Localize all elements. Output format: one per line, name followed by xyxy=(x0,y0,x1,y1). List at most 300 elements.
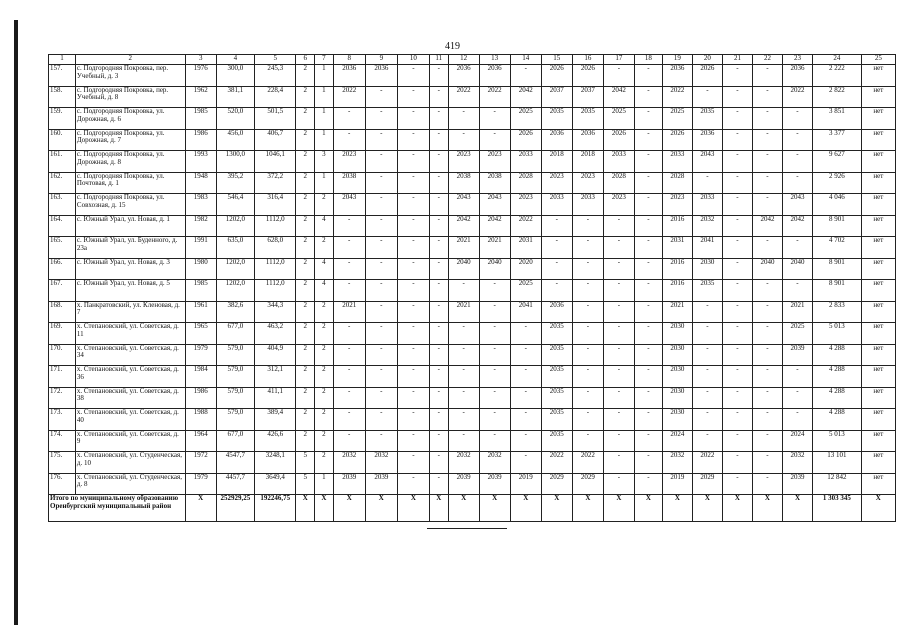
table-cell: 2036 xyxy=(541,129,572,151)
table-cell: 1112,0 xyxy=(255,215,296,237)
table-cell: - xyxy=(782,172,812,194)
table-cell: 2042 xyxy=(479,215,510,237)
table-cell: - xyxy=(722,473,752,495)
table-cell: 2032 xyxy=(662,452,692,474)
table-cell: 635,0 xyxy=(216,237,254,259)
table-cell: - xyxy=(429,65,448,87)
table-cell: 170. xyxy=(49,344,76,366)
table-cell: - xyxy=(479,301,510,323)
table-cell: 300,0 xyxy=(216,65,254,87)
table-cell: - xyxy=(479,108,510,130)
table-cell: 2038 xyxy=(479,172,510,194)
address-cell: с. Южный Урал, ул. Новая, д. 5 xyxy=(75,280,185,302)
table-cell: 389,4 xyxy=(255,409,296,431)
table-cell: - xyxy=(429,258,448,280)
table-cell: - xyxy=(752,86,782,108)
table-cell: - xyxy=(752,323,782,345)
table-cell: нет xyxy=(861,194,895,216)
table-cell: 2016 xyxy=(662,258,692,280)
total-cell: 252929,25 xyxy=(216,495,254,522)
table-cell: 157. xyxy=(49,65,76,87)
table-cell: 1961 xyxy=(185,301,216,323)
table-cell: - xyxy=(448,344,479,366)
table-cell: 3248,1 xyxy=(255,452,296,474)
table-cell: 2038 xyxy=(333,172,365,194)
table-cell: 5 013 xyxy=(812,430,861,452)
table-cell: нет xyxy=(861,430,895,452)
table-cell: 677,0 xyxy=(216,323,254,345)
table-cell: - xyxy=(365,215,397,237)
table-cell: 2037 xyxy=(572,86,603,108)
total-label: Итого по муниципальному образованию Оренбургский муниципальный район xyxy=(49,495,186,522)
table-cell: - xyxy=(782,151,812,173)
table-cell: 1112,0 xyxy=(255,280,296,302)
table-cell: 2036 xyxy=(448,65,479,87)
table-cell: 2029 xyxy=(692,473,722,495)
total-cell: X xyxy=(510,495,541,522)
table-cell: - xyxy=(397,237,429,259)
table-cell: - xyxy=(448,108,479,130)
table-cell: 2026 xyxy=(541,65,572,87)
table-cell: - xyxy=(752,172,782,194)
table-cell: - xyxy=(782,280,812,302)
table-cell: - xyxy=(692,172,722,194)
table-cell: 2028 xyxy=(662,172,692,194)
total-cell: X xyxy=(397,495,429,522)
table-cell: 168. xyxy=(49,301,76,323)
table-cell: 2019 xyxy=(510,473,541,495)
table-cell: - xyxy=(429,323,448,345)
table-cell: 2024 xyxy=(782,430,812,452)
table-cell: 162. xyxy=(49,172,76,194)
table-cell: 2039 xyxy=(479,473,510,495)
table-cell: 2040 xyxy=(782,258,812,280)
table-cell: 404,9 xyxy=(255,344,296,366)
column-header-20: 20 xyxy=(692,55,722,65)
table-cell: 426,6 xyxy=(255,430,296,452)
column-header-10: 10 xyxy=(397,55,429,65)
table-cell: - xyxy=(479,430,510,452)
table-cell: - xyxy=(333,430,365,452)
address-cell: х. Степановский, ул. Советская, д. 9 xyxy=(75,430,185,452)
table-cell: 2 xyxy=(296,280,315,302)
table-cell: 2025 xyxy=(510,280,541,302)
table-cell: - xyxy=(634,108,662,130)
address-cell: х. Степановский, ул. Студенческая, д. 8 xyxy=(75,473,185,495)
total-cell: X xyxy=(752,495,782,522)
table-cell: 161. xyxy=(49,151,76,173)
table-cell: - xyxy=(397,409,429,431)
table-cell: - xyxy=(429,194,448,216)
table-cell: 2 xyxy=(296,151,315,173)
table-cell: - xyxy=(365,301,397,323)
table-cell: - xyxy=(397,172,429,194)
table-cell: 2031 xyxy=(510,237,541,259)
table-cell: - xyxy=(397,86,429,108)
table-cell: - xyxy=(429,215,448,237)
table-cell: 2039 xyxy=(365,473,397,495)
table-cell: - xyxy=(429,108,448,130)
table-cell: 2040 xyxy=(752,258,782,280)
table-cell: 2025 xyxy=(603,108,634,130)
table-cell: 2021 xyxy=(782,301,812,323)
table-cell: 160. xyxy=(49,129,76,151)
table-cell: - xyxy=(572,280,603,302)
table-cell: - xyxy=(634,473,662,495)
table-cell: 2 xyxy=(315,430,334,452)
total-cell: X xyxy=(782,495,812,522)
table-cell: - xyxy=(692,86,722,108)
total-cell: X xyxy=(479,495,510,522)
table-cell: 2023 xyxy=(603,194,634,216)
table-cell: - xyxy=(603,237,634,259)
table-cell: 2 xyxy=(296,409,315,431)
table-cell: - xyxy=(429,237,448,259)
table-cell: - xyxy=(692,323,722,345)
table-cell: 1991 xyxy=(185,237,216,259)
table-cell: - xyxy=(752,194,782,216)
table-cell: - xyxy=(365,258,397,280)
table-cell: 1984 xyxy=(185,366,216,388)
table-cell: 2026 xyxy=(510,129,541,151)
table-cell: - xyxy=(479,409,510,431)
table-cell: - xyxy=(397,323,429,345)
table-cell: - xyxy=(510,323,541,345)
table-cell: - xyxy=(365,237,397,259)
table-cell: 2 xyxy=(315,366,334,388)
table-cell: - xyxy=(572,323,603,345)
table-cell: 1964 xyxy=(185,430,216,452)
table-cell: 2021 xyxy=(448,237,479,259)
table-cell: - xyxy=(333,215,365,237)
table-cell: - xyxy=(397,65,429,87)
table-cell: - xyxy=(479,366,510,388)
table-cell: - xyxy=(722,172,752,194)
table-cell: - xyxy=(365,172,397,194)
total-cell: X xyxy=(365,495,397,522)
table-cell: 4547,7 xyxy=(216,452,254,474)
column-header-2: 2 xyxy=(75,55,185,65)
table-cell: нет xyxy=(861,151,895,173)
table-cell: 2 xyxy=(315,452,334,474)
table-row xyxy=(49,430,896,452)
table-row xyxy=(49,151,896,173)
table-cell: 2033 xyxy=(510,151,541,173)
table-cell: - xyxy=(333,280,365,302)
table-cell: 8 901 xyxy=(812,280,861,302)
table-cell: - xyxy=(634,129,662,151)
table-cell: 2023 xyxy=(333,151,365,173)
housing-registry-table xyxy=(48,54,896,522)
table-cell: - xyxy=(722,86,752,108)
column-header-19: 19 xyxy=(662,55,692,65)
table-cell: - xyxy=(722,452,752,474)
table-cell: 406,7 xyxy=(255,129,296,151)
table-cell: - xyxy=(692,301,722,323)
table-cell: 1982 xyxy=(185,215,216,237)
column-header-17: 17 xyxy=(603,55,634,65)
table-cell: 3 851 xyxy=(812,108,861,130)
table-cell: - xyxy=(634,430,662,452)
table-cell: 2035 xyxy=(541,430,572,452)
table-cell: 1046,1 xyxy=(255,151,296,173)
table-cell: - xyxy=(333,344,365,366)
table-cell: - xyxy=(572,301,603,323)
table-cell: - xyxy=(365,151,397,173)
table-cell: - xyxy=(752,108,782,130)
table-cell: 2030 xyxy=(662,387,692,409)
address-cell: с. Подгородняя Покровка, пер. Учебный, д. 3 xyxy=(75,65,185,87)
table-cell: 173. xyxy=(49,409,76,431)
table-cell: - xyxy=(397,387,429,409)
table-cell: - xyxy=(603,280,634,302)
table-cell: 2025 xyxy=(662,108,692,130)
table-cell: - xyxy=(752,280,782,302)
column-header-22: 22 xyxy=(752,55,782,65)
table-cell: 4 288 xyxy=(812,387,861,409)
table-cell: 2036 xyxy=(479,65,510,87)
table-cell: 1300,0 xyxy=(216,151,254,173)
table-cell: - xyxy=(510,387,541,409)
table-cell: - xyxy=(692,387,722,409)
table-cell: 2042 xyxy=(603,86,634,108)
table-cell: - xyxy=(572,409,603,431)
table-cell: - xyxy=(397,344,429,366)
table-cell: 2031 xyxy=(662,237,692,259)
table-cell: 2035 xyxy=(692,280,722,302)
table-cell: - xyxy=(541,280,572,302)
table-cell: 1112,0 xyxy=(255,258,296,280)
table-cell: - xyxy=(752,452,782,474)
table-cell: 2022 xyxy=(333,86,365,108)
table-cell: - xyxy=(692,344,722,366)
table-cell: - xyxy=(541,258,572,280)
address-cell: х. Степановский, ул. Советская, д. 40 xyxy=(75,409,185,431)
table-cell: 1202,0 xyxy=(216,258,254,280)
table-cell: 2037 xyxy=(541,86,572,108)
table-cell: 2 xyxy=(315,194,334,216)
column-header-21: 21 xyxy=(722,55,752,65)
table-row xyxy=(49,129,896,151)
total-cell: X xyxy=(572,495,603,522)
table-cell: - xyxy=(397,366,429,388)
table-cell: 2022 xyxy=(782,86,812,108)
table-cell: 2021 xyxy=(662,301,692,323)
table-cell: 1988 xyxy=(185,409,216,431)
table-cell: 411,1 xyxy=(255,387,296,409)
table-cell: 2022 xyxy=(572,452,603,474)
table-cell: - xyxy=(634,215,662,237)
table-cell: нет xyxy=(861,65,895,87)
table-cell: 3 377 xyxy=(812,129,861,151)
table-cell: - xyxy=(510,65,541,87)
address-cell: с. Южный Урал, ул. Буденного, д. 23а xyxy=(75,237,185,259)
table-cell: - xyxy=(603,323,634,345)
table-cell: - xyxy=(365,108,397,130)
table-cell: 3649,4 xyxy=(255,473,296,495)
table-cell: 316,4 xyxy=(255,194,296,216)
table-cell: 2032 xyxy=(365,452,397,474)
address-cell: х. Степановский, ул. Советская, д. 34 xyxy=(75,344,185,366)
table-cell: 2020 xyxy=(510,258,541,280)
table-cell: 2043 xyxy=(782,194,812,216)
table-cell: 2041 xyxy=(692,237,722,259)
table-cell: - xyxy=(782,237,812,259)
table-cell: 2 xyxy=(296,215,315,237)
table-cell: - xyxy=(397,473,429,495)
table-cell: нет xyxy=(861,172,895,194)
table-cell: 2016 xyxy=(662,280,692,302)
table-cell: - xyxy=(752,151,782,173)
table-cell: нет xyxy=(861,409,895,431)
table-cell: 2035 xyxy=(541,344,572,366)
table-cell: - xyxy=(722,430,752,452)
table-cell: 1965 xyxy=(185,323,216,345)
table-cell: 1976 xyxy=(185,65,216,87)
table-row xyxy=(49,409,896,431)
table-cell: 4 702 xyxy=(812,237,861,259)
table-cell: 9 627 xyxy=(812,151,861,173)
table-cell: 2036 xyxy=(572,129,603,151)
table-cell: 159. xyxy=(49,108,76,130)
table-cell: - xyxy=(752,344,782,366)
table-cell: 4 288 xyxy=(812,344,861,366)
table-cell: 169. xyxy=(49,323,76,345)
table-cell: - xyxy=(634,86,662,108)
table-cell: - xyxy=(448,129,479,151)
table-cell: 2 926 xyxy=(812,172,861,194)
table-cell: - xyxy=(479,344,510,366)
address-cell: с. Подгородняя Покровка, ул. Дорожная, д. 7 xyxy=(75,129,185,151)
table-cell: - xyxy=(397,452,429,474)
table-cell: - xyxy=(634,452,662,474)
table-cell: 2038 xyxy=(448,172,479,194)
table-cell: - xyxy=(397,108,429,130)
table-cell: 1 xyxy=(315,172,334,194)
table-cell: - xyxy=(572,344,603,366)
column-header-9: 9 xyxy=(365,55,397,65)
total-cell: X xyxy=(541,495,572,522)
table-row xyxy=(49,366,896,388)
table-cell: 2 xyxy=(296,301,315,323)
table-cell: 1985 xyxy=(185,280,216,302)
table-cell: 2023 xyxy=(572,172,603,194)
table-cell: - xyxy=(448,323,479,345)
address-cell: х. Степановский, ул. Советская, д. 36 xyxy=(75,366,185,388)
table-cell: 2036 xyxy=(365,65,397,87)
table-cell: 4 288 xyxy=(812,366,861,388)
table-cell: - xyxy=(634,237,662,259)
table-cell: нет xyxy=(861,323,895,345)
table-cell: - xyxy=(429,366,448,388)
table-cell: 2035 xyxy=(541,409,572,431)
table-cell: - xyxy=(782,409,812,431)
table-cell: - xyxy=(429,473,448,495)
table-cell: - xyxy=(365,387,397,409)
table-cell: 176. xyxy=(49,473,76,495)
table-cell: 2043 xyxy=(479,194,510,216)
table-cell: - xyxy=(510,366,541,388)
table-cell: 167. xyxy=(49,280,76,302)
table-cell: - xyxy=(365,430,397,452)
table-cell: 579,0 xyxy=(216,409,254,431)
column-header-4: 4 xyxy=(216,55,254,65)
table-cell: 2035 xyxy=(541,387,572,409)
column-header-6: 6 xyxy=(296,55,315,65)
table-cell: 2 xyxy=(296,430,315,452)
column-number-row xyxy=(49,55,896,65)
table-cell: 4 xyxy=(315,215,334,237)
table-cell: 175. xyxy=(49,452,76,474)
table-row xyxy=(49,194,896,216)
table-cell: 2040 xyxy=(479,258,510,280)
table-cell: - xyxy=(603,452,634,474)
column-header-7: 7 xyxy=(315,55,334,65)
table-cell: - xyxy=(333,387,365,409)
table-cell: нет xyxy=(861,280,895,302)
table-row xyxy=(49,344,896,366)
table-cell: 2035 xyxy=(572,108,603,130)
table-row xyxy=(49,473,896,495)
table-cell: - xyxy=(722,215,752,237)
total-cell: X xyxy=(861,495,895,522)
table-cell: - xyxy=(333,129,365,151)
address-cell: х. Степановский, ул. Советская, д. 38 xyxy=(75,387,185,409)
table-row xyxy=(49,108,896,130)
table-cell: нет xyxy=(861,366,895,388)
table-cell: - xyxy=(634,151,662,173)
table-cell: 501,5 xyxy=(255,108,296,130)
table-cell: - xyxy=(634,323,662,345)
table-cell: 2036 xyxy=(541,301,572,323)
table-cell: 5 013 xyxy=(812,323,861,345)
address-cell: с. Южный Урал, ул. Новая, д. 3 xyxy=(75,258,185,280)
table-cell: - xyxy=(510,344,541,366)
table-cell: - xyxy=(365,129,397,151)
column-header-16: 16 xyxy=(572,55,603,65)
table-cell: нет xyxy=(861,215,895,237)
table-row xyxy=(49,452,896,474)
table-cell: - xyxy=(479,323,510,345)
table-cell: - xyxy=(333,323,365,345)
table-cell: - xyxy=(429,452,448,474)
page-number: 419 xyxy=(445,41,460,52)
table-cell: 2023 xyxy=(541,172,572,194)
table-cell: - xyxy=(752,129,782,151)
table-cell: 164. xyxy=(49,215,76,237)
table-cell: 1202,0 xyxy=(216,215,254,237)
table-cell: 2018 xyxy=(541,151,572,173)
table-cell: 2 833 xyxy=(812,301,861,323)
table-cell: - xyxy=(479,387,510,409)
table-cell: - xyxy=(752,237,782,259)
table-cell: - xyxy=(722,108,752,130)
table-cell: 2 xyxy=(296,323,315,345)
column-header-24: 24 xyxy=(812,55,861,65)
column-header-11: 11 xyxy=(429,55,448,65)
table-cell: 2022 xyxy=(510,215,541,237)
table-cell: 463,2 xyxy=(255,323,296,345)
table-cell: 5 xyxy=(296,473,315,495)
table-cell: - xyxy=(541,237,572,259)
table-cell: 4 xyxy=(315,258,334,280)
table-cell: 2035 xyxy=(541,366,572,388)
table-row xyxy=(49,172,896,194)
table-cell: 2024 xyxy=(662,430,692,452)
table-cell: 1993 xyxy=(185,151,216,173)
table-cell: 579,0 xyxy=(216,387,254,409)
table-cell: 2032 xyxy=(782,452,812,474)
